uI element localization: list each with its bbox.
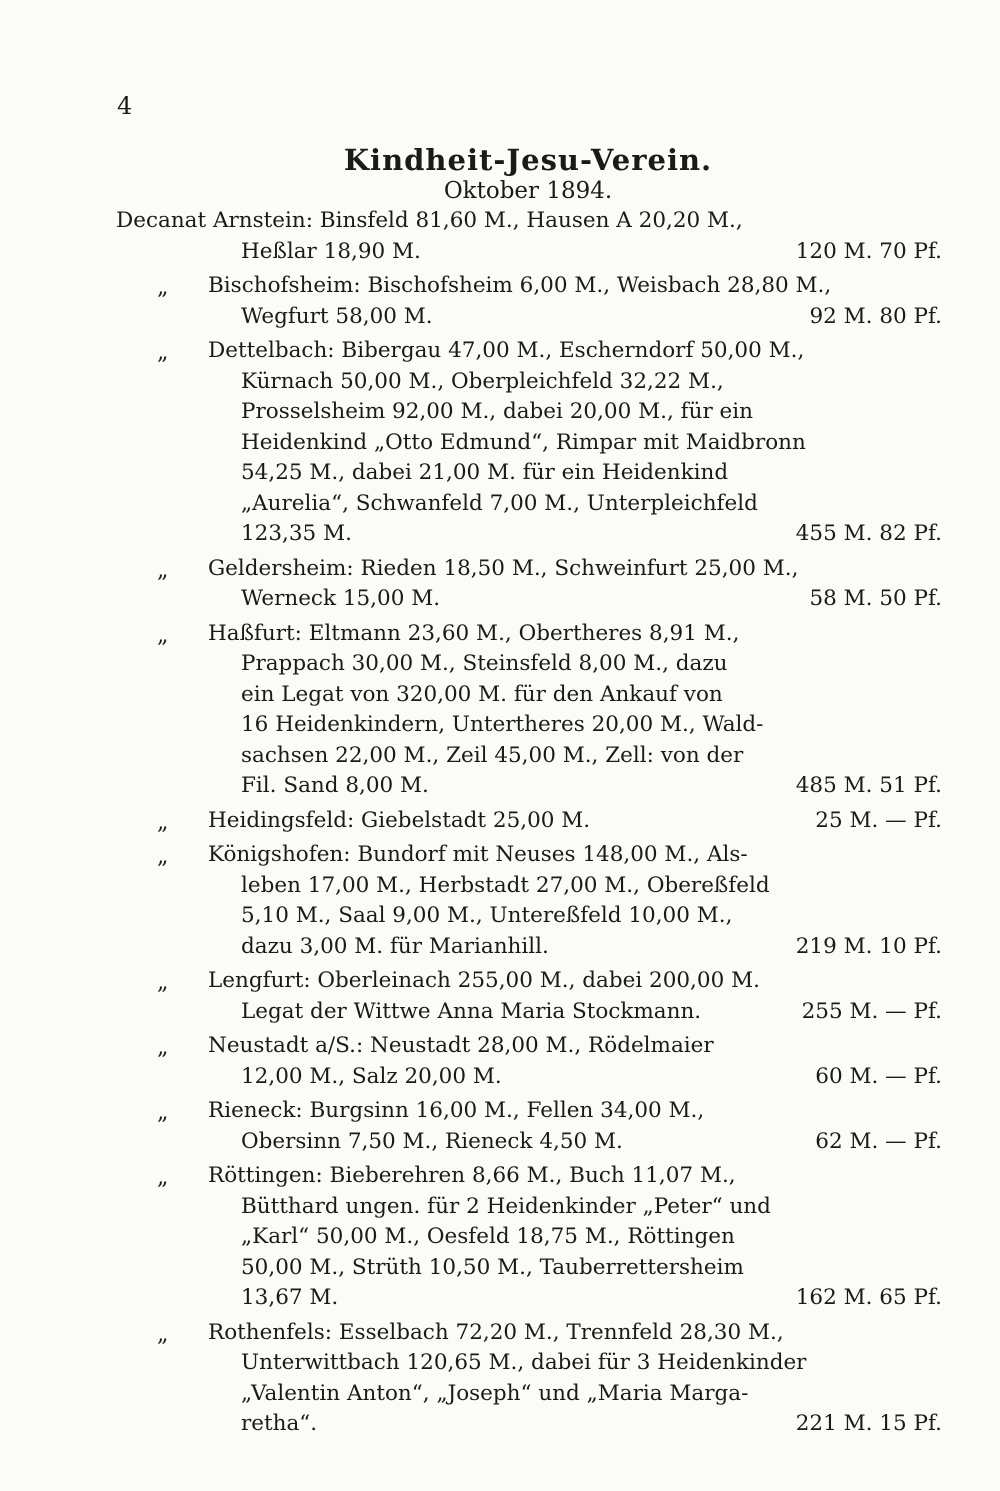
entry-amount: 455 M. 82 Pf.: [795, 521, 942, 546]
entry-line: Röttingen: Bieberehren 8,66 M., Buch 11,07 M.,: [208, 1163, 736, 1188]
list-item: [0, 1318, 1000, 1440]
page-subtitle: Oktober 1894.: [443, 178, 613, 204]
entry-line: 123,35 M.: [241, 521, 352, 546]
ditto-mark: „: [157, 1100, 169, 1125]
entry-line: „Valentin Anton“, „Joseph“ und „Maria Marga-: [241, 1380, 749, 1406]
entry-amount: 62 M. — Pf.: [815, 1128, 942, 1154]
entry-line: 54,25 M., dabei 21,00 M. für ein Heidenkind: [241, 460, 729, 485]
entry-line: Obersinn 7,50 M., Rieneck 4,50 M.: [241, 1128, 623, 1154]
entry-line: 16 Heidenkindern, Untertheres 20,00 M., Wald-: [241, 712, 764, 737]
entry-line: Werneck 15,00 M.: [241, 586, 441, 611]
entry-line: Königshofen: Bundorf mit Neuses 148,00 M., Als-: [208, 842, 748, 867]
list-item: [0, 271, 1000, 332]
entry-line: Bischofsheim: Bischofsheim 6,00 M., Weisbach 28,80 M.,: [208, 273, 832, 298]
entry-line: 50,00 M., Strüth 10,50 M., Tauberrettersheim: [241, 1254, 744, 1280]
ditto-mark: „: [157, 970, 169, 995]
entry-line: 13,67 M.: [241, 1285, 339, 1310]
list-item: [0, 1031, 1000, 1092]
ditto-mark: „: [157, 844, 169, 869]
ditto-mark: „: [157, 1321, 169, 1347]
entry-line: Kürnach 50,00 M., Oberpleichfeld 32,22 M.,: [241, 368, 724, 394]
ditto-mark: „: [157, 1035, 169, 1060]
entry-line: Prappach 30,00 M., Steinsfeld 8,00 M., dazu: [241, 651, 728, 676]
entry-line: „Karl“ 50,00 M., Oesfeld 18,75 M., Röttingen: [241, 1224, 735, 1249]
entry-line: Heidenkind „Otto Edmund“, Rimpar mit Maidbronn: [241, 429, 806, 455]
entry-line: Lengfurt: Oberleinach 255,00 M., dabei 200,00 M.: [208, 968, 760, 993]
list-item: [0, 806, 1000, 837]
entry-amount: 485 M. 51 Pf.: [795, 773, 942, 798]
list-item: [0, 554, 1000, 615]
entry-amount: 58 M. 50 Pf.: [809, 586, 942, 611]
ditto-mark: „: [157, 622, 169, 648]
entry-line: Geldersheim: Rieden 18,50 M., Schweinfurt 25,00 M.,: [208, 555, 799, 581]
entry-line: Heßlar 18,90 M.: [241, 238, 421, 264]
list-item: [0, 966, 1000, 1027]
entry-amount: 219 M. 10 Pf.: [795, 933, 942, 959]
entry-line: Decanat Arnstein: Binsfeld 81,60 M., Hausen A 20,20 M.,: [116, 208, 743, 233]
entry-line: Dettelbach: Bibergau 47,00 M., Escherndorf 50,00 M.,: [208, 338, 805, 363]
entry-amount: 60 M. — Pf.: [815, 1063, 942, 1089]
entry-amount: 221 M. 15 Pf.: [795, 1411, 942, 1436]
entry-line: dazu 3,00 M. für Marianhill.: [241, 933, 549, 959]
entry-amount: 25 M. — Pf.: [815, 807, 942, 833]
entry-line: Haßfurt: Eltmann 23,60 M., Obertheres 8,91 M.,: [208, 620, 740, 646]
entries-list: [0, 206, 1000, 1444]
list-item: [0, 840, 1000, 962]
ditto-mark: „: [157, 809, 169, 835]
entry-amount: 92 M. 80 Pf.: [809, 303, 942, 329]
entry-line: Unterwittbach 120,65 M., dabei für 3 Heidenkinder: [241, 1350, 807, 1375]
entry-line: sachsen 22,00 M., Zeil 45,00 M., Zell: von der: [241, 742, 744, 768]
list-item: [0, 619, 1000, 802]
list-item: [0, 1161, 1000, 1314]
entry-line: Rieneck: Burgsinn 16,00 M., Fellen 34,00 M.,: [208, 1098, 705, 1123]
entry-line: retha“.: [241, 1411, 318, 1436]
entry-line: 12,00 M., Salz 20,00 M.: [241, 1063, 502, 1089]
entry-line: Heidingsfeld: Giebelstadt 25,00 M.: [208, 807, 591, 833]
entry-amount: 120 M. 70 Pf.: [795, 238, 942, 264]
ditto-mark: „: [157, 1165, 169, 1190]
entry-line: Wegfurt 58,00 M.: [241, 303, 433, 329]
page-number: 4: [117, 92, 133, 120]
entry-amount: 255 M. — Pf.: [801, 998, 942, 1024]
ditto-mark: „: [157, 557, 169, 583]
entry-line: Neustadt a/S.: Neustadt 28,00 M., Rödelmaier: [208, 1033, 714, 1058]
entry-amount: 162 M. 65 Pf.: [795, 1285, 942, 1310]
ditto-mark: „: [157, 275, 169, 300]
entry-line: „Aurelia“, Schwanfeld 7,00 M., Unterpleichfeld: [241, 490, 758, 516]
entry-line: Fil. Sand 8,00 M.: [241, 773, 429, 798]
entry-line: Bütthard ungen. für 2 Heidenkinder „Peter“ und: [241, 1193, 771, 1219]
entry-line: leben 17,00 M., Herbstadt 27,00 M., Obereßfeld: [241, 872, 770, 898]
entry-line: Rothenfels: Esselbach 72,20 M., Trennfeld 28,30 M.,: [208, 1319, 784, 1345]
ditto-mark: „: [157, 340, 169, 365]
entry-line: Legat der Wittwe Anna Maria Stockmann.: [241, 998, 702, 1024]
entry-line: 5,10 M., Saal 9,00 M., Untereßfeld 10,00 M.,: [241, 903, 733, 928]
entry-line: ein Legat von 320,00 M. für den Ankauf von: [241, 681, 723, 707]
list-item: [0, 336, 1000, 550]
list-item: [0, 206, 1000, 267]
list-item: [0, 1096, 1000, 1157]
page-title: Kindheit-Jesu-Verein.: [343, 143, 713, 177]
entry-line: Prosselsheim 92,00 M., dabei 20,00 M., für ein: [241, 399, 754, 424]
